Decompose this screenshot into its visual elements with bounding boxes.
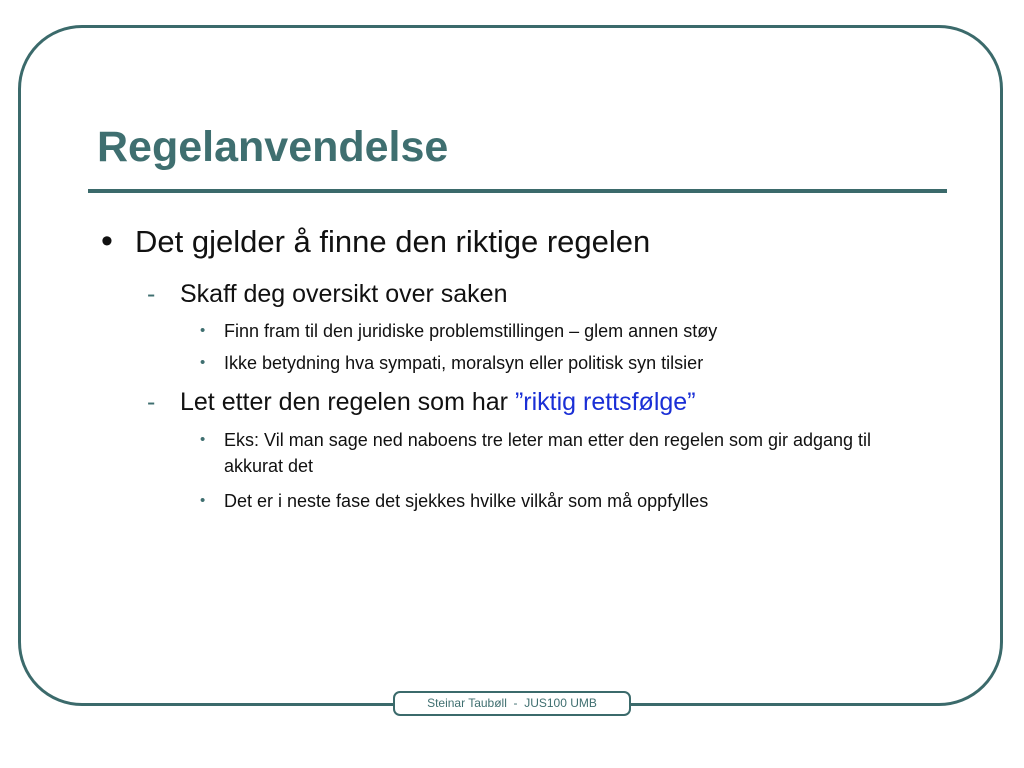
title-underline (88, 189, 947, 193)
subitem-text-plain: Let etter den regelen som har (180, 388, 515, 416)
subitem-text (180, 387, 696, 417)
point-marker: • (200, 492, 206, 509)
point-text: Eks: Vil man sage ned naboens tre leter man etter den regelen som gir adgang til akkurat det (224, 430, 872, 476)
dash-marker: - (147, 388, 156, 416)
bullet-marker: • (101, 222, 113, 260)
slide-title: Regelanvendelse (97, 123, 449, 171)
subitem-text: Skaff deg oversikt over saken (180, 280, 508, 308)
point-text: Det er i neste fase det sjekkes hvilke vilkår som må oppfylles (224, 491, 709, 511)
highlight-text: ”riktig rettsfølge” (514, 388, 696, 416)
point-text: Finn fram til den juridiske problemstillingen – glem annen støy (224, 321, 718, 341)
point-marker: • (200, 431, 206, 448)
point-text: Ikke betydning hva sympati, moralsyn eller politisk syn tilsier (224, 353, 704, 373)
point-marker: • (200, 322, 206, 339)
point-marker: • (200, 354, 206, 371)
dash-marker: - (147, 280, 156, 308)
bullet-text: Det gjelder å finne den riktige regelen (135, 224, 651, 259)
footer-label: Steinar Taubøll - JUS100 UMB (393, 691, 631, 716)
